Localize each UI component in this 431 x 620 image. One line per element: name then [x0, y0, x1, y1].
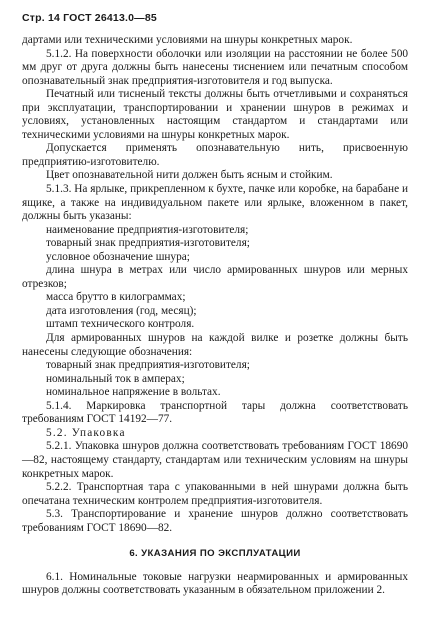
paragraph-6-1: 6.1. Номинальные токовые нагрузки неармированных и армированных шнуров должны соответствовать указанным в обязательном приложении 2.	[22, 570, 408, 597]
paragraph-5-2-2: 5.2.2. Транспортная тара с упакованными в ней шнурами должна быть опечатана техническим контролем предприятия-изготовителя.	[22, 481, 408, 507]
list-item: дата изготовления (год, месяц);	[46, 304, 197, 317]
list-item: масса брутто в килограммах;	[46, 291, 186, 304]
list-item: наименование предприятия-изготовителя;	[46, 223, 249, 236]
paragraph-plugs: Для армированных шнуров на каждой вилке и розетке должны быть нанесены следующие обозначения:	[22, 332, 408, 358]
list-item: номинальный ток в амперах;	[46, 372, 185, 385]
paragraph-thread-color: Цвет опознавательной нити должен быть ясным и стойким.	[46, 169, 333, 182]
list-item: номинальное напряжение в вольтах.	[46, 386, 221, 399]
paragraph-5-3: 5.3. Транспортирование и хранение шнуров должно соответствовать требованиям ГОСТ 18690—82.	[22, 508, 408, 534]
list-item: штамп технического контроля.	[46, 318, 195, 331]
list-item: длина шнура в метрах или число армированных шнуров или мерных отрезков;	[22, 264, 408, 290]
list-item: товарный знак предприятия-изготовителя;	[46, 237, 250, 250]
paragraph-5-1-2: 5.1.2. На поверхности оболочки или изоляции на расстоянии не более 500 мм друг от друга должны быть нанесены тиснением или печатным способом опознавательный знак предприятия-изготовителя и год выпуска.	[22, 47, 408, 87]
list-item: товарный знак предприятия-изготовителя;	[46, 359, 250, 372]
document-body	[22, 34, 408, 598]
paragraph-5-1-3: 5.1.3. На ярлыке, прикрепленном к бухте, пачке или коробке, на барабане и ящике, а также на индивидуальном пакете или ярлыке, вложенном в пакет, должны быть указаны:	[22, 183, 408, 223]
paragraph-print-text: Печатный или тисненый тексты должны быть отчетливыми и сохраняться при эксплуатации, транспортировании и хранении шнуров в режимах и условиях, установленных настоящим стандартом и стандартами или техническими условиями на шнуры конкретных марок.	[22, 88, 408, 141]
list-item: условное обозначение шнура;	[46, 250, 190, 263]
subsection-heading-packaging: 5.2. Упаковка	[46, 426, 126, 439]
section-title: 6. УКАЗАНИЯ ПО ЭКСПЛУАТАЦИИ	[129, 548, 301, 560]
paragraph-thread: Допускается применять опознавательную нить, присвоенную предприятию-изготовителю.	[22, 142, 408, 168]
paragraph-continuation: дартами или техническими условиями на шнуры конкретных марок.	[22, 34, 353, 46]
page-header: Стр. 14 ГОСТ 26413.0—85	[22, 12, 157, 24]
paragraph-5-2-1: 5.2.1. Упаковка шнуров должна соответствовать требованиям ГОСТ 18690—82, настоящему стандарту, стандартам или техническим условиям на шнуры конкретных марок.	[22, 440, 408, 480]
paragraph-5-1-4: 5.1.4. Маркировка транспортной тары должна соответствовать требованиям ГОСТ 14192—77.	[22, 399, 408, 426]
